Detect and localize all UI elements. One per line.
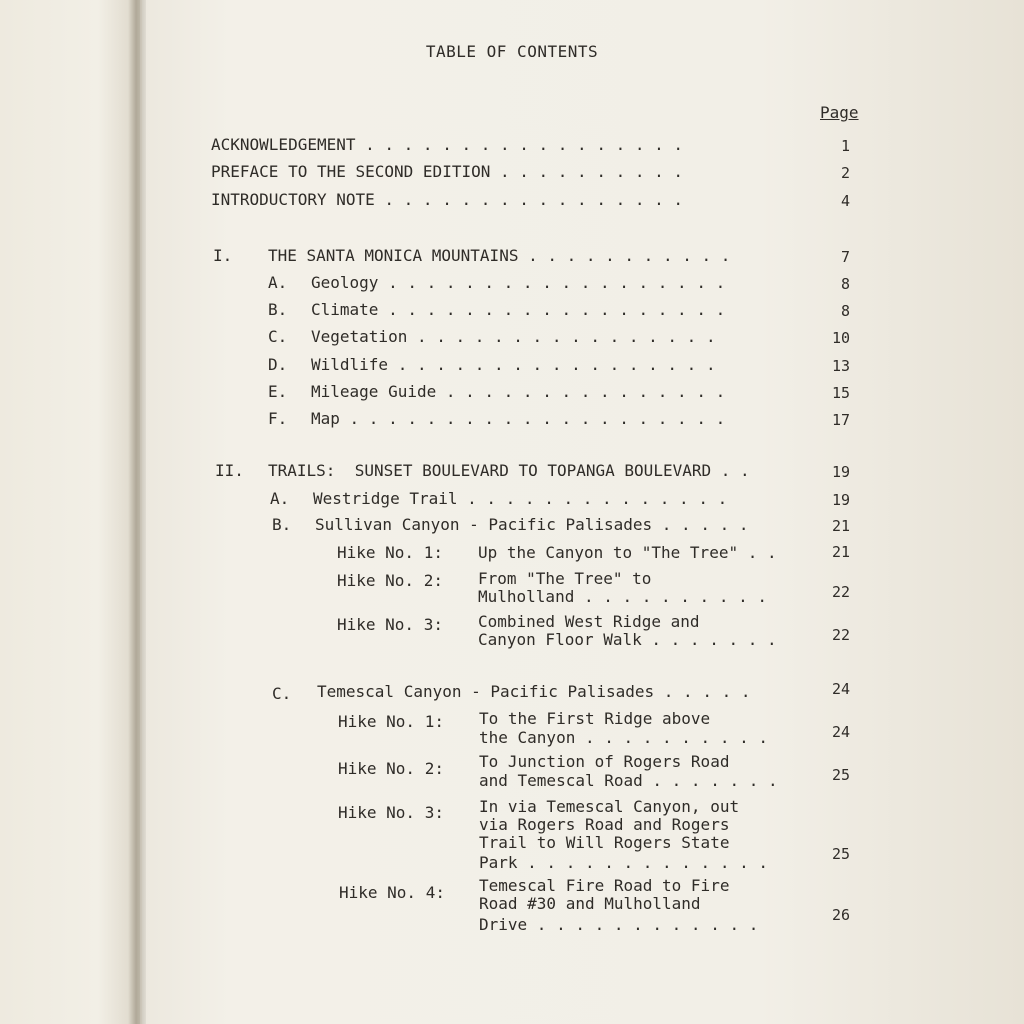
- toc-page-number: 15: [831, 384, 850, 402]
- hike-description: In via Temescal Canyon, out: [479, 797, 740, 816]
- toc-page-number: 22: [831, 583, 850, 601]
- hike-description: Temescal Fire Road to Fire: [479, 876, 730, 895]
- toc-entry-section-1: THE SANTA MONICA MOUNTAINS . . . . . . . . . . .: [268, 246, 731, 265]
- toc-entry-climate: Climate . . . . . . . . . . . . . . . . . .: [311, 300, 726, 319]
- hike-label: Hike No. 4:: [339, 883, 445, 902]
- toc-page-number: 19: [831, 491, 850, 509]
- item-letter: A.: [270, 489, 290, 508]
- hike-description: From "The Tree" to: [478, 569, 652, 588]
- toc-entry-vegetation: Vegetation . . . . . . . . . . . . . . . .: [311, 327, 716, 346]
- toc-page-number: 21: [831, 543, 850, 561]
- item-letter: C.: [272, 684, 292, 703]
- book-spine-gutter: [128, 0, 146, 1024]
- hike-description: Combined West Ridge and: [478, 612, 700, 631]
- hike-description: the Canyon . . . . . . . . . .: [479, 728, 768, 747]
- hike-label: Hike No. 3:: [338, 803, 444, 822]
- section-numeral: II.: [215, 461, 244, 480]
- hike-label: Hike No. 1:: [338, 712, 444, 731]
- item-letter: F.: [268, 409, 288, 428]
- hike-description: Drive . . . . . . . . . . . .: [479, 915, 759, 934]
- item-letter: D.: [268, 355, 288, 374]
- toc-entry-wildlife: Wildlife . . . . . . . . . . . . . . . . .: [311, 355, 716, 374]
- toc-entry-geology: Geology . . . . . . . . . . . . . . . . . .: [311, 273, 726, 292]
- toc-entry-introductory-note: INTRODUCTORY NOTE . . . . . . . . . . . . . . . .: [211, 190, 684, 209]
- left-page-margin: [0, 0, 140, 1024]
- item-letter: C.: [268, 327, 288, 346]
- toc-entry-acknowledgement: ACKNOWLEDGEMENT . . . . . . . . . . . . . . . . .: [211, 135, 684, 154]
- hike-description: Canyon Floor Walk . . . . . . .: [478, 630, 777, 649]
- toc-entry-preface: PREFACE TO THE SECOND EDITION . . . . . . . . . .: [211, 162, 684, 181]
- hike-description: Road #30 and Mulholland: [479, 894, 701, 913]
- toc-entry-westridge-trail: Westridge Trail . . . . . . . . . . . . . .: [313, 489, 728, 508]
- page-column-header: Page: [820, 103, 859, 122]
- hike-label: Hike No. 2:: [337, 571, 443, 590]
- hike-description: and Temescal Road . . . . . . .: [479, 771, 778, 790]
- hike-label: Hike No. 2:: [338, 759, 444, 778]
- toc-page-number: 25: [831, 845, 850, 863]
- toc-entry-temescal-canyon: Temescal Canyon - Pacific Palisades . . . . .: [317, 682, 751, 701]
- toc-page-number: 22: [831, 626, 850, 644]
- hike-description: Trail to Will Rogers State: [479, 833, 730, 852]
- hike-description: To the First Ridge above: [479, 709, 711, 728]
- toc-entry-mileage-guide: Mileage Guide . . . . . . . . . . . . . . .: [311, 382, 726, 401]
- section-numeral: I.: [213, 246, 233, 265]
- item-letter: B.: [272, 515, 292, 534]
- toc-page-number: 19: [831, 463, 850, 481]
- toc-page-number: 4: [840, 192, 850, 210]
- toc-page-number: 8: [840, 275, 850, 293]
- hike-description: Mulholland . . . . . . . . . .: [478, 587, 767, 606]
- toc-page-number: 10: [831, 329, 850, 347]
- page-title: TABLE OF CONTENTS: [425, 42, 599, 61]
- toc-page-number: 21: [831, 517, 850, 535]
- item-letter: A.: [268, 273, 288, 292]
- toc-entry-section-2: TRAILS: SUNSET BOULEVARD TO TOPANGA BOULEVARD . .: [268, 461, 750, 480]
- toc-page-number: 17: [831, 411, 850, 429]
- toc-page-number: 25: [831, 766, 850, 784]
- toc-page-number: 26: [831, 906, 850, 924]
- hike-description: via Rogers Road and Rogers: [479, 815, 730, 834]
- hike-label: Hike No. 1:: [337, 543, 443, 562]
- hike-description: Park . . . . . . . . . . . . .: [479, 853, 768, 872]
- toc-entry-map: Map . . . . . . . . . . . . . . . . . . . .: [311, 409, 726, 428]
- item-letter: E.: [268, 382, 288, 401]
- hike-description: To Junction of Rogers Road: [479, 752, 730, 771]
- toc-page-number: 8: [840, 302, 850, 320]
- toc-page-number: 7: [840, 248, 850, 266]
- toc-entry-sullivan-canyon: Sullivan Canyon - Pacific Palisades . . . . .: [315, 515, 749, 534]
- toc-page-number: 1: [840, 137, 850, 155]
- hike-label: Hike No. 3:: [337, 615, 443, 634]
- toc-page-number: 13: [831, 357, 850, 375]
- toc-page-number: 24: [831, 723, 850, 741]
- hike-description: Up the Canyon to "The Tree" . .: [478, 543, 777, 562]
- toc-page-number: 24: [831, 680, 850, 698]
- toc-page-number: 2: [840, 164, 850, 182]
- item-letter: B.: [268, 300, 288, 319]
